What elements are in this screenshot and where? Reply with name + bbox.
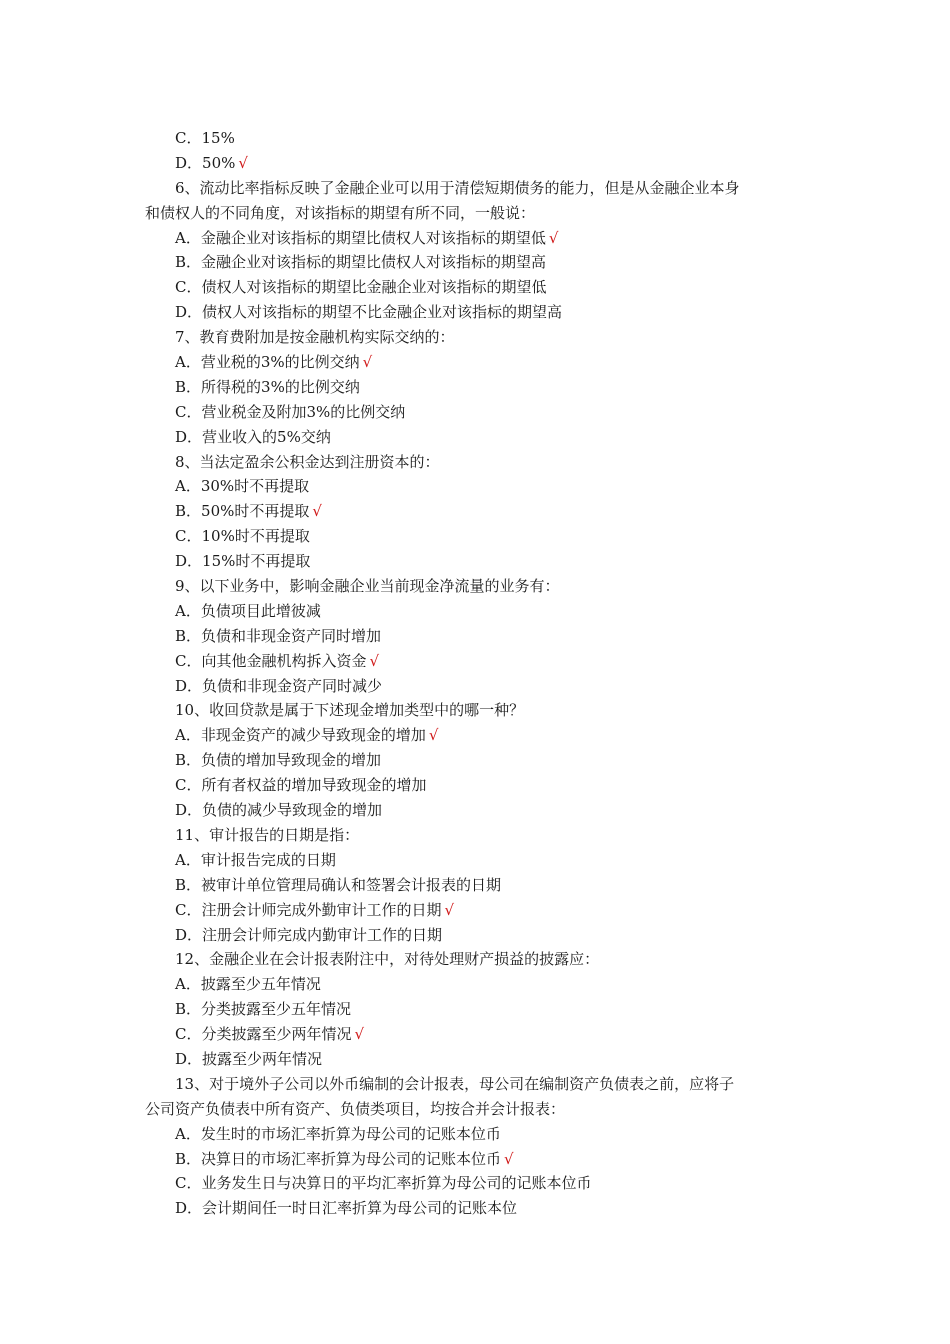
question-text: [145, 201, 800, 226]
option-text: C．所有者权益的增加导致现金的增加: [175, 776, 427, 795]
correct-checkmark-icon: √: [548, 228, 559, 247]
question-text: [145, 698, 800, 723]
answer-option: [145, 624, 800, 649]
answer-option: [145, 400, 800, 425]
answer-option: [145, 674, 800, 699]
correct-checkmark-icon: √: [362, 353, 373, 372]
option-text: B．负债的增加导致现金的增加: [175, 751, 382, 770]
question-line: 11、审计报告的日期是指：: [175, 825, 360, 844]
correct-checkmark-icon: √: [428, 726, 439, 745]
option-text: C．注册会计师完成外勤审计工作的日期: [175, 900, 442, 919]
option-text: A．披露至少五年情况: [175, 975, 321, 994]
answer-option: [145, 723, 800, 748]
option-text: A．非现金资产的减少导致现金的增加: [175, 726, 426, 745]
correct-checkmark-icon: √: [312, 502, 322, 521]
option-text: D．债权人对该指标的期望不比金融企业对该指标的期望高: [175, 303, 563, 322]
option-text: A．30%时不再提取: [175, 477, 310, 496]
answer-option: [145, 1171, 800, 1196]
answer-option: [145, 1047, 800, 1072]
question-line: 10、收回贷款是属于下述现金增加类型中的哪一种？: [175, 701, 525, 720]
option-text: D．50%: [175, 153, 236, 172]
correct-checkmark-icon: √: [369, 651, 380, 670]
question-text: [145, 1097, 800, 1122]
answer-option: [145, 997, 800, 1022]
answer-option: [145, 375, 800, 400]
correct-checkmark-icon: √: [238, 153, 248, 172]
answer-option: [145, 649, 800, 674]
answer-option: [145, 474, 800, 499]
question-line: 8、当法定盈余公积金达到注册资本的：: [175, 452, 440, 471]
answer-option: [145, 923, 800, 948]
answer-option: [145, 151, 800, 176]
option-text: B．所得税的3%的比例交纳: [175, 377, 360, 396]
question-line: 12、金融企业在会计报表附注中，对待处理财产损益的披露应：: [175, 950, 600, 969]
correct-checkmark-icon: √: [504, 1149, 514, 1168]
answer-option: [145, 226, 800, 251]
question-text: [145, 176, 800, 201]
question-text: [145, 574, 800, 599]
answer-option: [145, 250, 800, 275]
question-line: 公司资产负债表中所有资产、负债类项目，均按合并会计报表：: [145, 1099, 566, 1118]
answer-option: [145, 898, 800, 923]
answer-option: [145, 798, 800, 823]
option-text: C．分类披露至少两年情况: [175, 1025, 352, 1044]
option-text: B．50%时不再提取: [175, 502, 310, 521]
answer-option: [145, 873, 800, 898]
question-text: [145, 450, 800, 475]
option-text: A．发生时的市场汇率折算为母公司的记账本位币: [175, 1124, 501, 1143]
option-text: C．向其他金融机构拆入资金: [175, 651, 367, 670]
answer-option: [145, 549, 800, 574]
option-text: A．负债项目此增彼减: [175, 601, 321, 620]
answer-option: [145, 748, 800, 773]
answer-option: [145, 1022, 800, 1047]
answer-option: [145, 275, 800, 300]
option-text: D．负债的减少导致现金的增加: [175, 801, 383, 820]
answer-option: [145, 848, 800, 873]
option-text: C．营业税金及附加3%的比例交纳: [175, 402, 406, 421]
question-text: [145, 1072, 800, 1097]
question-line: 7、教育费附加是按金融机构实际交纳的：: [175, 328, 455, 347]
option-text: D．注册会计师完成内勤审计工作的日期: [175, 925, 443, 944]
option-text: D．营业收入的5%交纳: [175, 427, 331, 446]
option-text: B．分类披露至少五年情况: [175, 1000, 352, 1019]
answer-option: [145, 350, 800, 375]
option-text: D．15%时不再提取: [175, 552, 311, 571]
option-text: D．负债和非现金资产同时减少: [175, 676, 383, 695]
option-text: B．被审计单位管理局确认和签署会计报表的日期: [175, 875, 502, 894]
question-line: 6、流动比率指标反映了金融企业可以用于清偿短期债务的能力，但是从金融企业本身: [175, 178, 740, 197]
answer-option: [145, 499, 800, 524]
option-text: A．审计报告完成的日期: [175, 850, 336, 869]
question-text: [145, 823, 800, 848]
answer-option: [145, 773, 800, 798]
answer-option: [145, 1147, 800, 1172]
question-list: [145, 126, 800, 1221]
option-text: B．决算日的市场汇率折算为母公司的记账本位币: [175, 1149, 502, 1168]
option-text: A．营业税的3%的比例交纳: [175, 353, 360, 372]
answer-option: [145, 1122, 800, 1147]
option-text: B．金融企业对该指标的期望比债权人对该指标的期望高: [175, 253, 547, 272]
option-text: C．业务发生日与决算日的平均汇率折算为母公司的记账本位币: [175, 1174, 592, 1193]
answer-option: [145, 1196, 800, 1221]
answer-option: [145, 599, 800, 624]
correct-checkmark-icon: √: [354, 1025, 365, 1044]
option-text: C．10%时不再提取: [175, 527, 310, 546]
answer-option: [145, 972, 800, 997]
option-text: D．会计期间任一时日汇率折算为母公司的记账本位: [175, 1199, 518, 1218]
answer-option: [145, 126, 800, 151]
question-line: 9、以下业务中，影响金融企业当前现金净流量的业务有：: [175, 577, 560, 596]
question-line: 13、对于境外子公司以外币编制的会计报表，母公司在编制资产负债表之前，应将子: [175, 1074, 735, 1093]
option-text: B．负债和非现金资产同时增加: [175, 626, 382, 645]
correct-checkmark-icon: √: [444, 900, 455, 919]
option-text: C．债权人对该指标的期望比金融企业对该指标的期望低: [175, 278, 547, 297]
question-line: 和债权人的不同角度，对该指标的期望有所不同，一般说：: [145, 203, 536, 222]
answer-option: [145, 300, 800, 325]
question-text: [145, 325, 800, 350]
option-text: C．15%: [175, 129, 235, 147]
option-text: A．金融企业对该指标的期望比债权人对该指标的期望低: [175, 228, 546, 247]
question-text: [145, 947, 800, 972]
answer-option: [145, 425, 800, 450]
option-text: D．披露至少两年情况: [175, 1049, 323, 1068]
answer-option: [145, 524, 800, 549]
